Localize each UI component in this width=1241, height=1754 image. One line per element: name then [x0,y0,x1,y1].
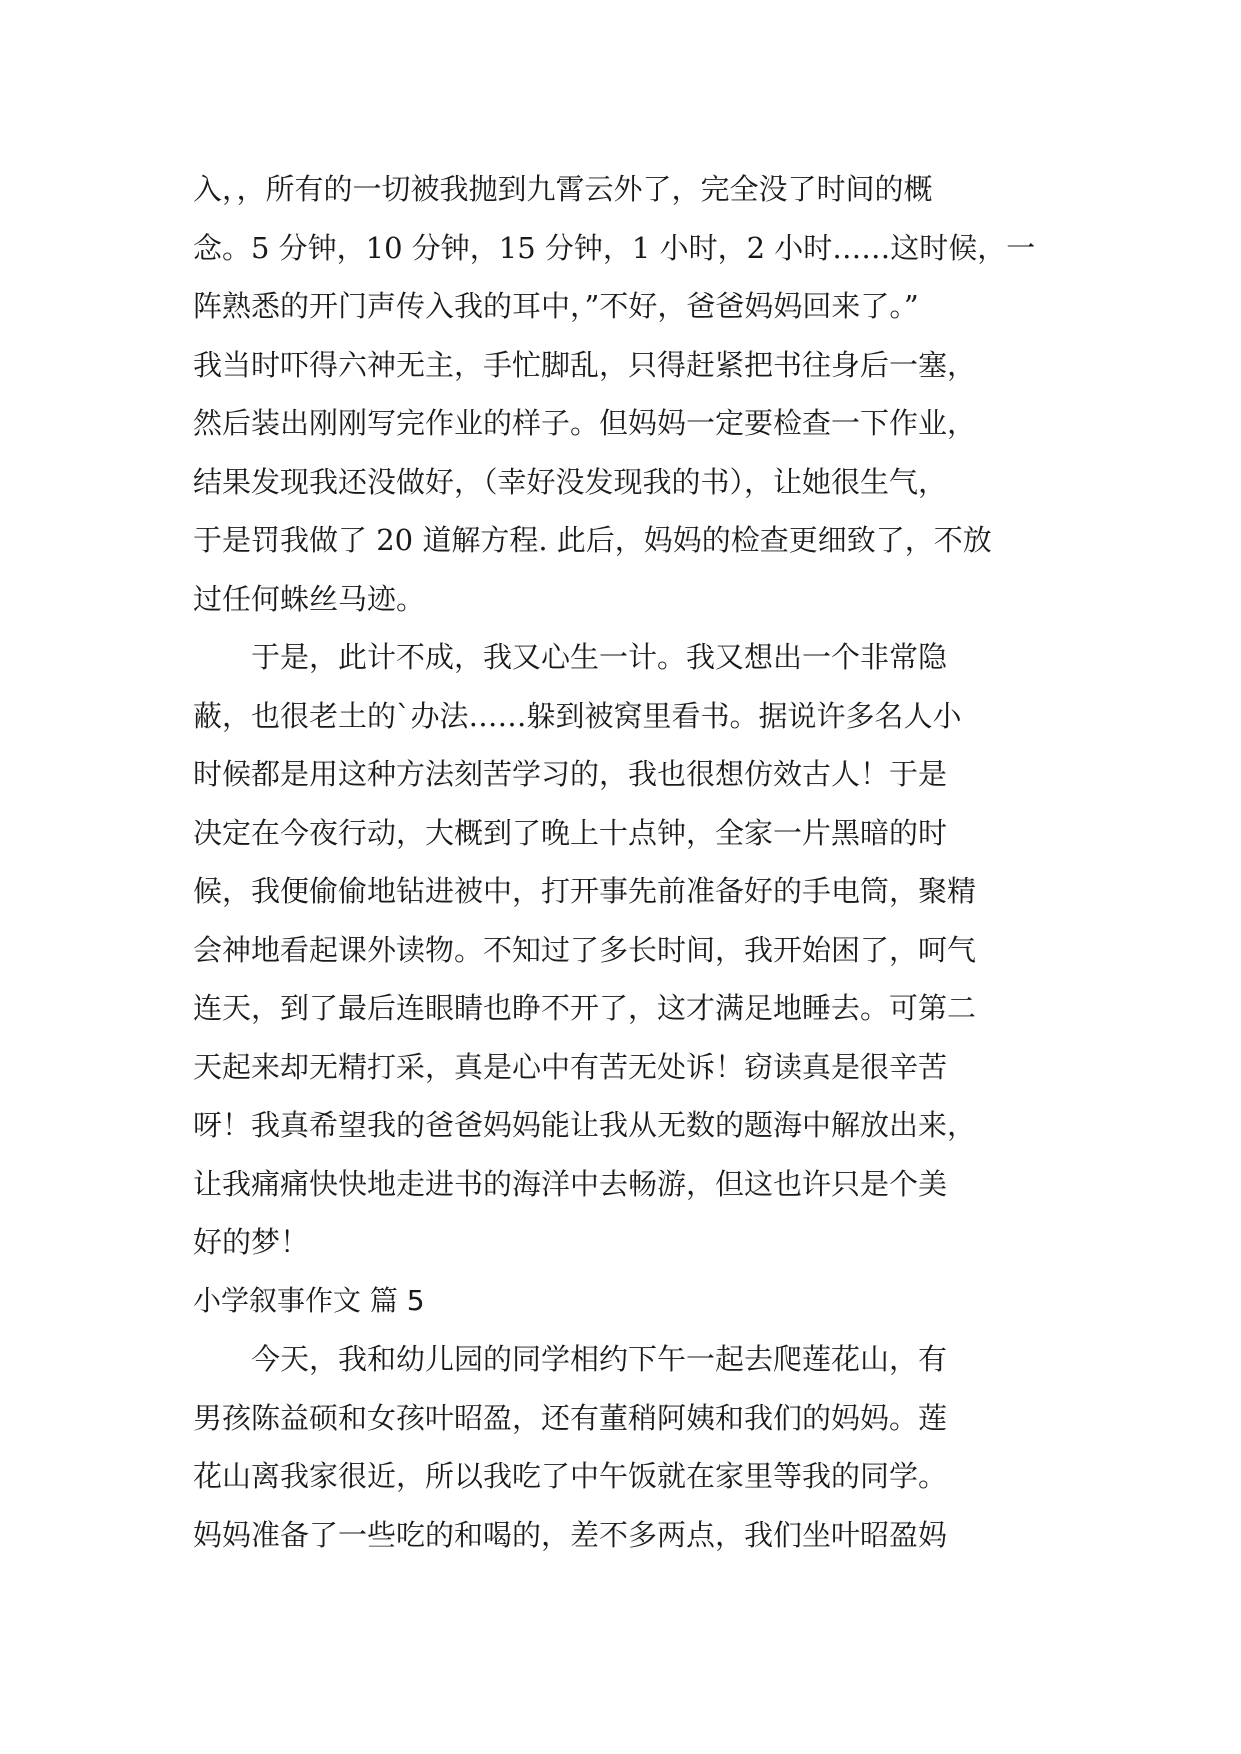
text-line: 过任何蛛丝马迹。 [193,581,426,616]
text-line: 连天，到了最后连眼睛也睁不开了，这才满足地睡去。可第二 [193,991,977,1025]
text-line: 结果发现我还没做好，（幸好没发现我的书），让她很生气， [193,464,948,499]
text-line: 时候都是用这种方法刻苦学习的，我也很想仿效古人！于是 [193,757,948,791]
text-line: 决定在今夜行动，大概到了晚上十点钟，全家一片黑暗的时 [193,815,948,850]
text-line: 天起来却无精打采，真是心中有苦无处诉！窃读真是很辛苦 [193,1049,948,1084]
text-line: 妈妈准备了一些吃的和喝的，差不多两点，我们坐叶昭盈妈 [193,1517,948,1552]
text-line: 候，我便偷偷地钻进被中，打开事先前准备好的手电筒，聚精 [193,874,977,908]
text-line: 花山离我家很近，所以我吃了中午饭就在家里等我的同学。 [193,1459,948,1493]
text-line: 男孩陈益硕和女孩叶昭盈，还有董稍阿姨和我们的妈妈。莲 [193,1400,948,1435]
text-line: 阵熟悉的开门声传入我的耳中，”不好，爸爸妈妈回来了。” [193,289,919,323]
text-line: 于是罚我做了 20 道解方程. 此后，妈妈的检查更细致了，不放 [193,523,992,557]
text-line: 入，，所有的一切被我抛到九霄云外了，完全没了时间的概 [193,172,933,206]
text-line: 念。5 分钟，10 分钟，15 分钟，1 小时，2 小时……这时候，一 [193,230,1036,265]
paragraph-start-line: 今天，我和幼儿园的同学相约下午一起去爬莲花山，有 [193,1342,948,1376]
text-line: 好的梦！ [193,1225,310,1259]
article-body [193,160,1073,1564]
text-line: 然后装出刚刚写完作业的样子。但妈妈一定要检查一下作业， [193,406,977,440]
text-line: 蔽，也很老土的`办法……躲到被窝里看书。据说许多名人小 [193,698,962,733]
section-title: 小学叙事作文 篇 5 [193,1283,425,1317]
text-line: 我当时吓得六神无主，手忙脚乱，只得赶紧把书往身后一塞， [193,347,977,382]
paragraph-start-line: 于是，此计不成，我又心生一计。我又想出一个非常隐 [193,640,948,674]
text-line: 呀！我真希望我的爸爸妈妈能让我从无数的题海中解放出来， [193,1108,977,1142]
text-line: 让我痛痛快快地走进书的海洋中去畅游，但这也许只是个美 [193,1166,948,1201]
text-line: 会神地看起课外读物。不知过了多长时间，我开始困了，呵气 [193,932,977,967]
